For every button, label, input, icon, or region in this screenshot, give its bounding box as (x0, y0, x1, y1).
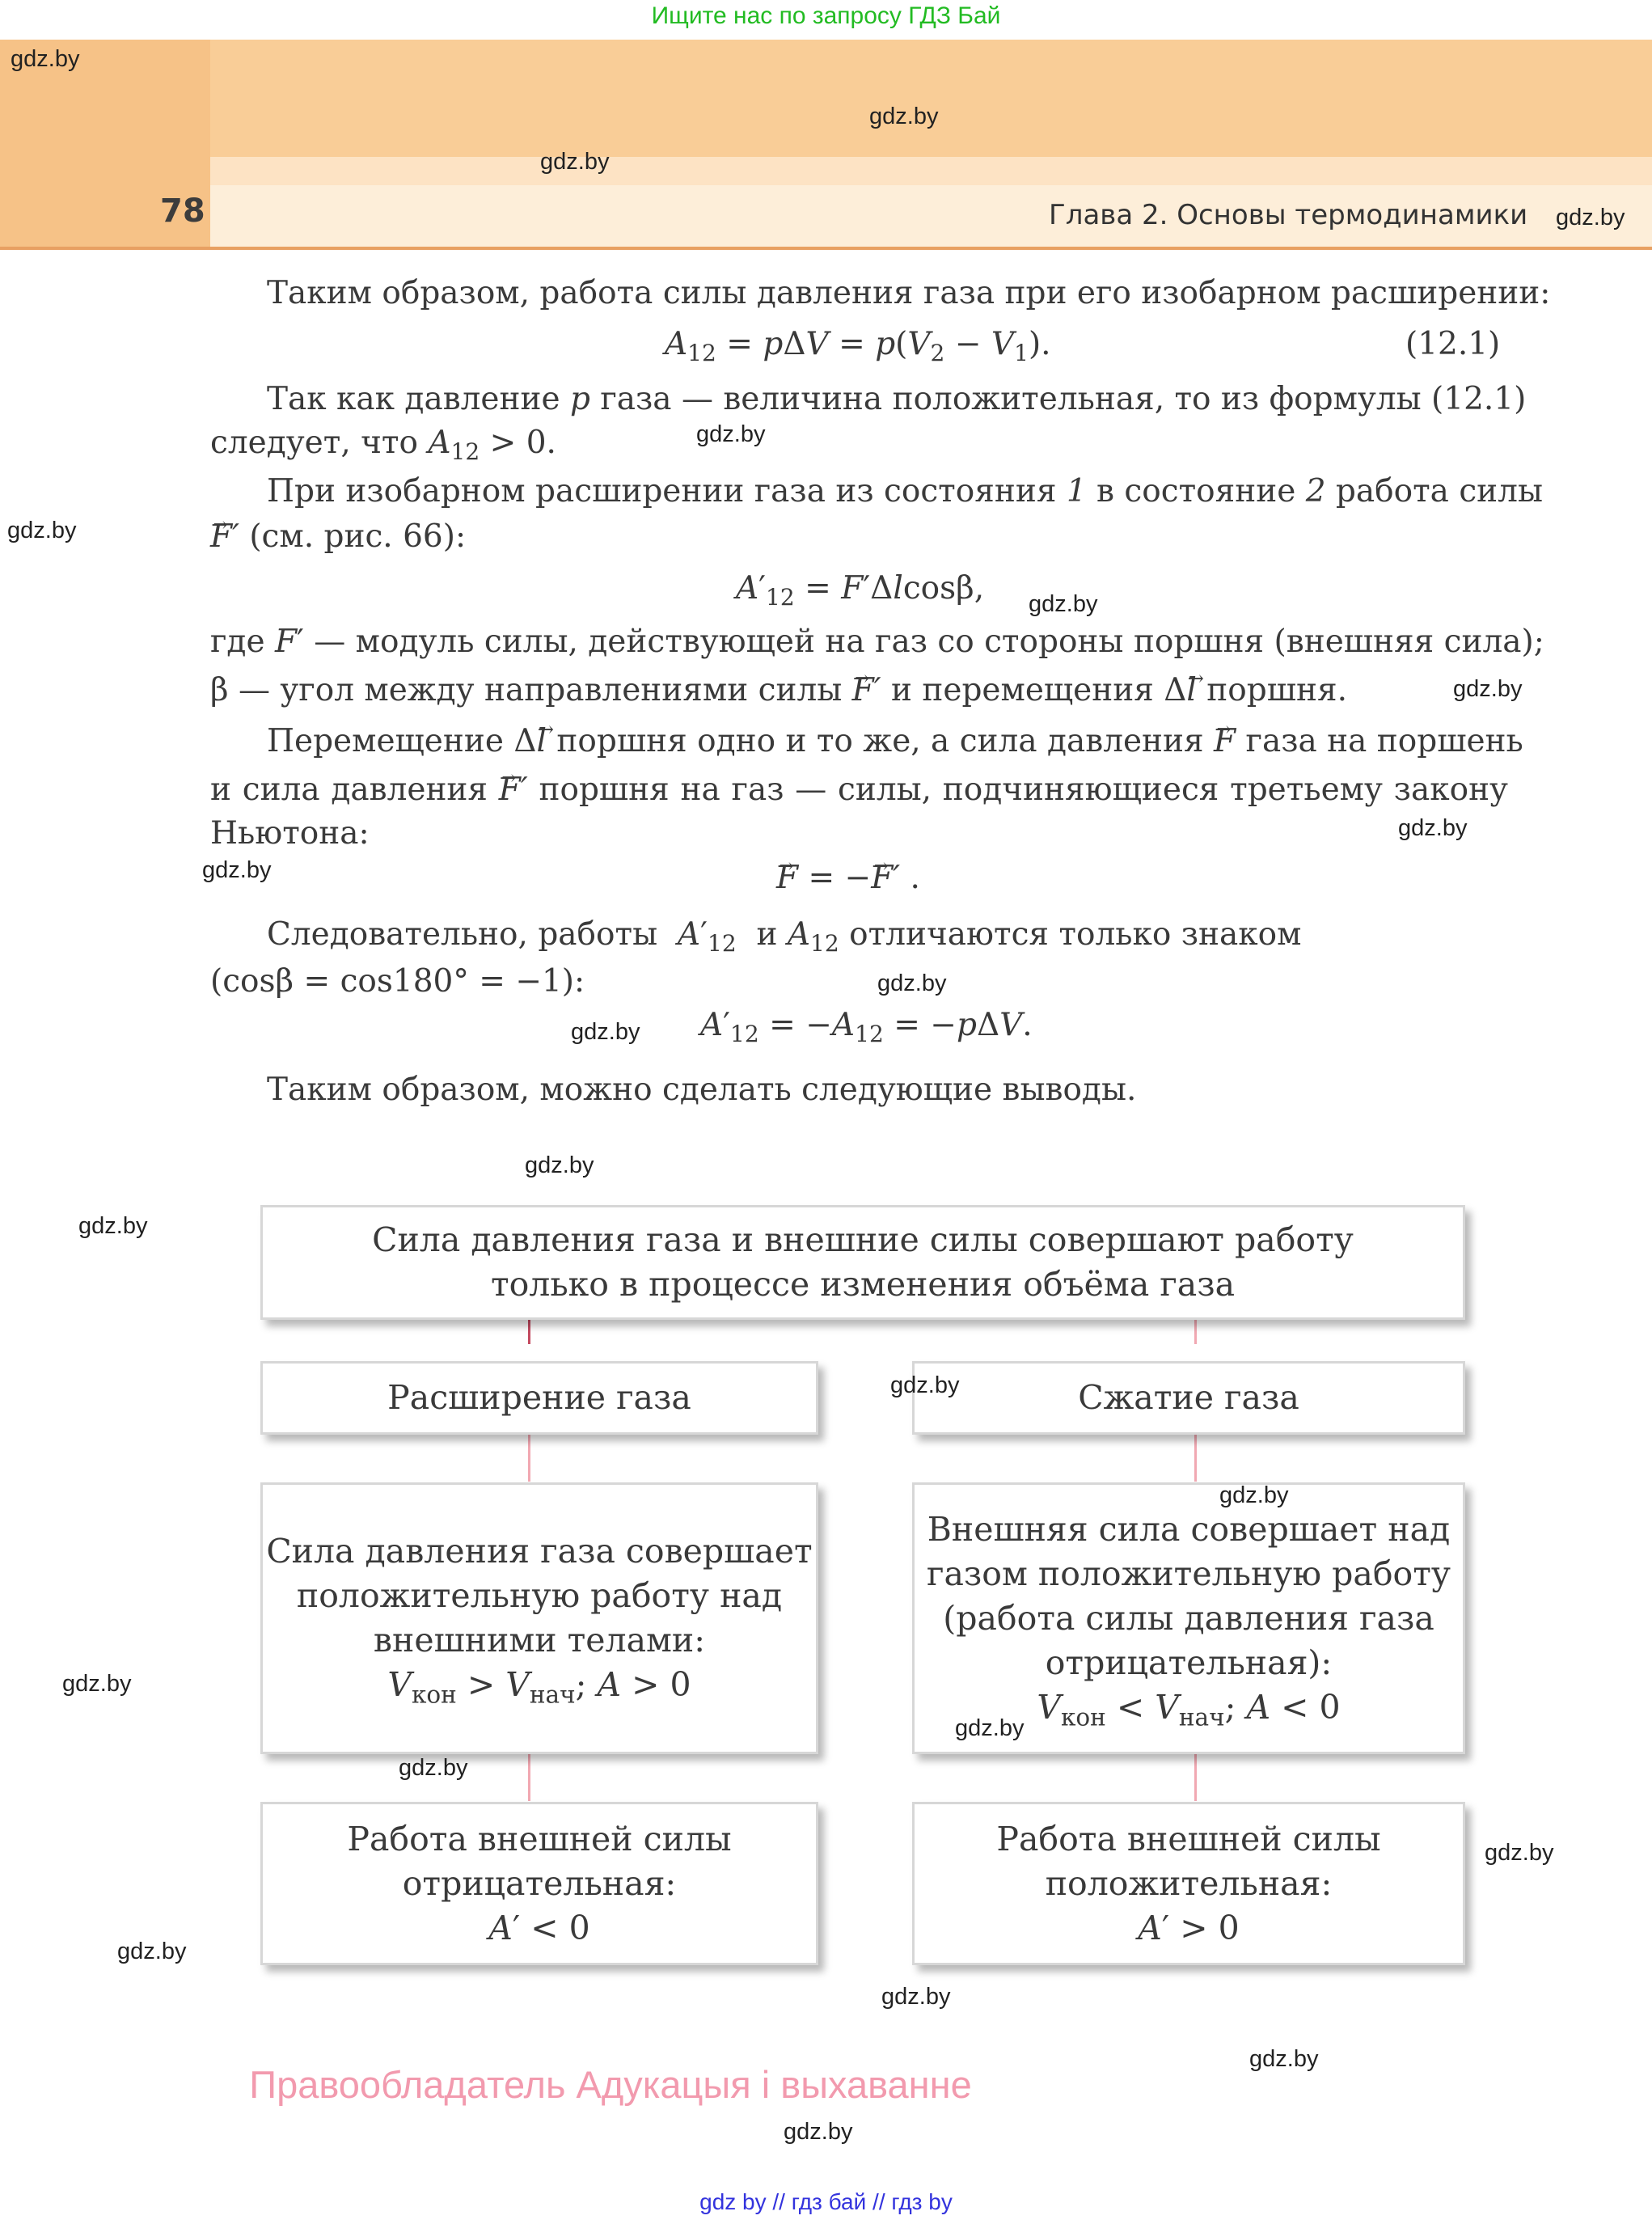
paragraph-5-line-3: Ньютона: (210, 815, 370, 852)
diagram-external-positive-line-1: Работа внешней силы (996, 1819, 1381, 1858)
watermark: gdz.by (399, 1755, 468, 1781)
diagram-box-main (260, 1205, 1465, 1320)
diagram-compression-label: Сжатие газа (1078, 1378, 1299, 1417)
diagram-box-compression-work (912, 1482, 1465, 1754)
equation-work-external: $A'_{12} = F'\Delta lcos\beta$, (736, 570, 985, 611)
diagram-box-external-negative (260, 1802, 818, 1965)
paragraph-7: Таким образом, можно сделать следующие выводы. (267, 1072, 1137, 1108)
paragraph-5-line-1: Перемещение Δ→ l поршня одно и то же, а сила давления → F газа на поршень (267, 719, 1508, 764)
watermark: gdz.by (877, 970, 947, 996)
watermark: gdz.by (62, 1671, 132, 1697)
diagram-expansion-work-condition: $V_{кон} > V_{нач}$; A > 0 (387, 1665, 691, 1709)
watermark: gdz.by (571, 1019, 640, 1045)
diagram-external-positive-line-2: положительная: (1045, 1863, 1333, 1903)
equation-12-1-formula: $A_{12} = p\Delta V = p(V_2 - V_1)$. (665, 326, 1051, 366)
watermark: gdz.by (1453, 676, 1523, 702)
diagram-external-positive-line-3: A′ > 0 (1138, 1908, 1240, 1947)
watermark: gdz.by (869, 104, 939, 129)
connector-right-2 (1194, 1751, 1197, 1801)
watermark: gdz.by (525, 1152, 594, 1178)
paragraph-6-line-2: (cosβ = cos180° = −1): (210, 963, 585, 1000)
watermark: gdz.by (955, 1715, 1025, 1741)
watermark: gdz.by (1219, 1482, 1289, 1508)
chapter-title: Глава 2. Основы термодинамики (1049, 199, 1528, 231)
watermark: gdz.by (7, 518, 77, 543)
diagram-external-negative-line-1: Работа внешней силы (347, 1819, 732, 1858)
watermark: gdz.by (11, 46, 80, 72)
watermark: gdz.by (78, 1213, 148, 1239)
connector-left-2 (528, 1751, 530, 1801)
diagram-external-negative-line-2: отрицательная: (402, 1863, 677, 1903)
diagram-box-compression (912, 1361, 1465, 1435)
equation-newton-third: → F = −→ F′ . (776, 856, 1100, 901)
diagram-main-line-1: Сила давления газа и внешние силы совершают работу (372, 1220, 1354, 1259)
page-number: 78 (160, 192, 205, 230)
diagram-expansion-work-line-2: положительную работу над (296, 1576, 783, 1615)
equation-work-relation: $A'_{12} = -A_{12} = -p\Delta V$. (700, 1007, 1033, 1047)
diagram-main-line-2: только в процессе изменения объёма газа (490, 1265, 1236, 1304)
header-divider (0, 247, 1652, 250)
connector-top-right (1194, 1317, 1197, 1344)
diagram-compression-work-line-1: Внешняя сила совершает над (927, 1509, 1451, 1549)
watermark: gdz.by (784, 2119, 853, 2145)
watermark: gdz.by (696, 421, 766, 447)
paragraph-2-line-2: следует, что $A_{12} > 0$. (210, 425, 556, 465)
diagram-expansion-label: Расширение газа (387, 1378, 691, 1417)
diagram-expansion-work-line-1: Сила давления газа совершает (266, 1532, 813, 1571)
diagram-expansion-work-line-3: внешними телами: (373, 1621, 706, 1660)
diagram-box-external-positive (912, 1802, 1465, 1965)
header-band (0, 40, 1652, 157)
watermark: gdz.by (1249, 2046, 1319, 2072)
diagram-compression-work-condition: $V_{кон} < V_{нач}$; A < 0 (1037, 1687, 1341, 1731)
connector-top-left (528, 1317, 530, 1344)
footer-links[interactable]: gdz by // гдз бай // гдз by (699, 2189, 953, 2214)
connector-left-1 (528, 1431, 530, 1482)
paragraph-6-line-1: Следовательно, работы $A'_{12}$ и $A_{12}$ отличаются только знаком (267, 916, 1302, 957)
paragraph-2-line-1: Так как давление p газа — величина положительная, то из формулы (12.1) (267, 381, 1527, 417)
diagram-box-expansion (260, 1361, 818, 1435)
watermark: gdz.by (1485, 1840, 1554, 1866)
diagram-external-negative-line-3: A′ < 0 (488, 1908, 590, 1947)
watermark: gdz.by (540, 149, 610, 175)
watermark: gdz.by (1556, 205, 1625, 230)
diagram-compression-work-line-3: (работа силы давления газа (943, 1598, 1434, 1638)
equation-number: (12.1) (1405, 326, 1501, 362)
watermark: gdz.by (881, 1984, 951, 2010)
connector-right-1 (1194, 1431, 1197, 1482)
watermark: gdz.by (117, 1939, 187, 1964)
copyright-notice: Правообладатель Адукацыя і выхаванне (249, 2063, 972, 2106)
paragraph-1: Таким образом, работа силы давления газа при его изобарном расширении: (267, 275, 1551, 311)
paragraph-4-line-2: β — угол между направлениями силы → F′ и перемещения Δ→ l поршня. (210, 668, 1508, 713)
top-banner: Ищите нас по запросу ГДЗ Бай (651, 2, 1001, 29)
paragraph-5-line-2: и сила давления → F′ поршня на газ — силы, подчиняющиеся третьему закону (210, 767, 1508, 813)
watermark: gdz.by (202, 857, 272, 883)
diagram-box-expansion-work (260, 1482, 818, 1754)
paragraph-3-line-1: При изобарном расширении газа из состояния 1 в состояние 2 работа силы (267, 473, 1543, 509)
header-strip (210, 157, 1652, 185)
paragraph-4-line-1: где F′ — модуль силы, действующей на газ со стороны поршня (внешняя сила); (210, 624, 1544, 660)
diagram-compression-work-line-4: отрицательная): (1045, 1643, 1333, 1682)
diagram-compression-work-line-2: газом положительную работу (926, 1554, 1451, 1593)
watermark: gdz.by (1029, 591, 1098, 617)
paragraph-3-line-2: → F′ (см. рис. 66): (210, 514, 1508, 560)
watermark: gdz.by (1398, 815, 1468, 841)
watermark: gdz.by (890, 1372, 960, 1398)
